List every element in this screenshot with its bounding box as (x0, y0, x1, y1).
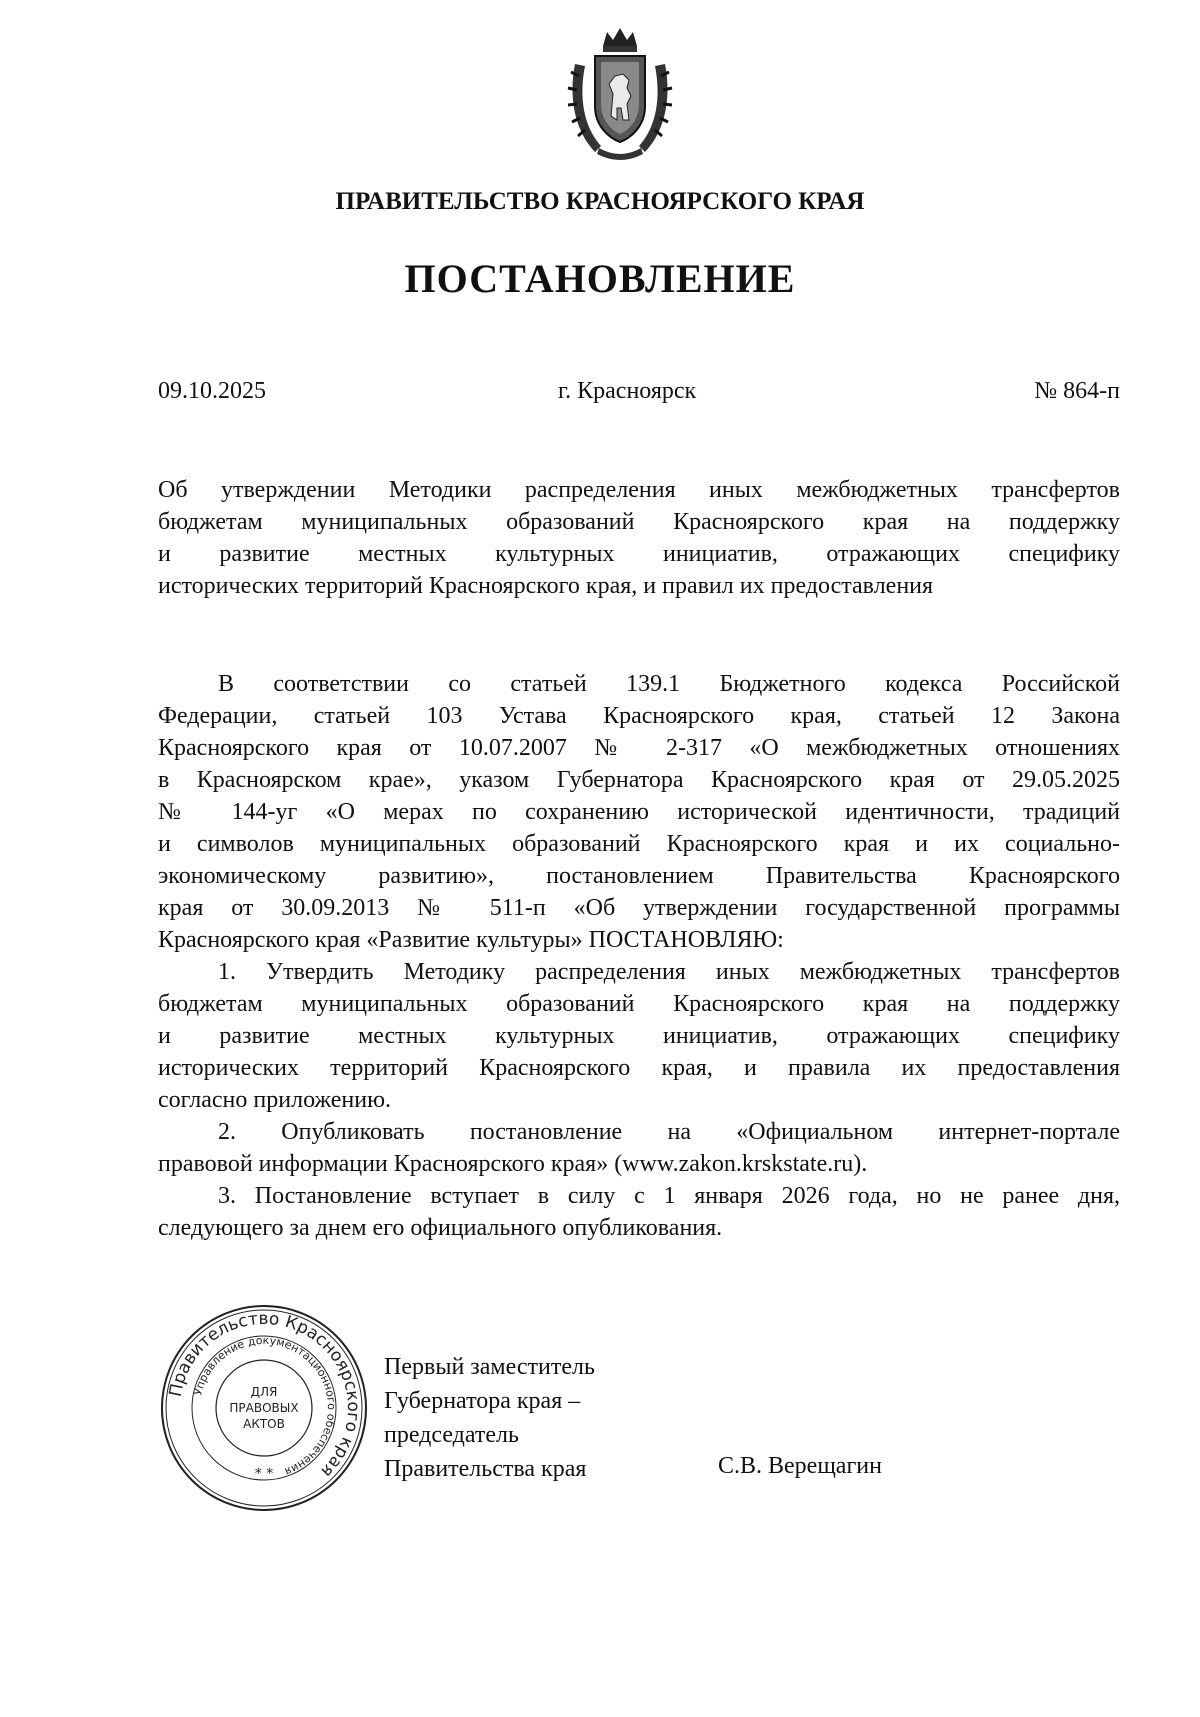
document-body (158, 668, 1120, 1244)
stamp-inner-ring-text: Управление документационного обеспечения (191, 1333, 339, 1479)
body-line: и символов муниципальных образований Красноярского края и их социально- (158, 831, 1120, 857)
signer-position-line: Правительства края (384, 1456, 587, 1482)
body-line: и развитие местных культурных инициатив, отражающих специфику (158, 1023, 1120, 1049)
body-line: 3. Постановление вступает в силу с 1 января 2026 года, но не ранее дня, (218, 1183, 1120, 1209)
subject-line: и развитие местных культурных инициатив, отражающих специфику (158, 541, 1120, 567)
body-line: в Красноярском крае», указом Губернатора Красноярского края от 29.05.2025 (158, 767, 1120, 793)
signer-position (384, 1350, 595, 1486)
stamp-center-line: АКТОВ (243, 1417, 285, 1431)
body-line: согласно приложению. (158, 1087, 392, 1113)
body-line: исторических территорий Красноярского края, и правила их предоставления (158, 1055, 1120, 1081)
item-3-paragraph (158, 1180, 1120, 1244)
document-type-title: ПОСТАНОВЛЕНИЕ (404, 256, 796, 301)
body-line: В соответствии со статьей 139.1 Бюджетного кодекса Российской (218, 671, 1120, 697)
body-line: № 144-уг «О мерах по сохранению исторической идентичности, традиций (158, 799, 1120, 825)
item-1-paragraph (158, 956, 1120, 1116)
body-line: 1. Утвердить Методику распределения иных межбюджетных трансфертов (218, 959, 1120, 985)
signer-name: С.В. Верещагин (718, 1453, 882, 1479)
body-line: следующего за днем его официального опубликования. (158, 1215, 723, 1241)
body-line: Красноярского края «Развитие культуры» ПОСТАНОВЛЯЮ: (158, 927, 784, 953)
signer-position-line: председатель (384, 1422, 519, 1448)
body-line: бюджетам муниципальных образований Красноярского края на поддержку (158, 991, 1120, 1017)
document-subject (158, 474, 1120, 602)
body-line: 2. Опубликовать постановление на «Официальном интернет-портале (218, 1119, 1120, 1145)
signer-position-line: Губернатора края – (384, 1388, 581, 1414)
official-stamp (158, 1302, 370, 1514)
body-line: Красноярского края от 10.07.2007 № 2-317 «О межбюджетных отношениях (158, 735, 1120, 761)
subject-line: Об утверждении Методики распределения иных межбюджетных трансфертов (158, 477, 1120, 503)
stamp-center-line: ДЛЯ (250, 1385, 278, 1399)
stamp-outer-text: Правительство Красноярского края (165, 1308, 364, 1482)
signer-position-line: Первый заместитель (384, 1354, 595, 1380)
document-city: г. Красноярск (558, 378, 697, 404)
item-2-paragraph (158, 1116, 1120, 1180)
body-line: Федерации, статьей 103 Устава Красноярского края, статьей 12 Закона (158, 703, 1120, 729)
preamble-paragraph (158, 668, 1120, 956)
document-meta-row (158, 378, 1120, 412)
subject-line: исторических территорий Красноярского края, и правил их предоставления (158, 573, 934, 599)
body-line: края от 30.09.2013 № 511-п «Об утверждении государственной программы (158, 895, 1120, 921)
document-number: № 864-п (1034, 378, 1120, 404)
body-line: экономическому развитию», постановлением Правительства Красноярского (158, 863, 1120, 889)
stamp-stars: * * (254, 1466, 274, 1482)
document-date: 09.10.2025 (158, 378, 266, 404)
authority-name: ПРАВИТЕЛЬСТВО КРАСНОЯРСКОГО КРАЯ (335, 188, 865, 215)
stamp-center-line: ПРАВОВЫХ (229, 1401, 299, 1415)
coat-of-arms-emblem (565, 24, 675, 164)
body-line: правовой информации Красноярского края» (www.zakon.krskstate.ru). (158, 1151, 868, 1177)
subject-line: бюджетам муниципальных образований Красноярского края на поддержку (158, 509, 1120, 535)
